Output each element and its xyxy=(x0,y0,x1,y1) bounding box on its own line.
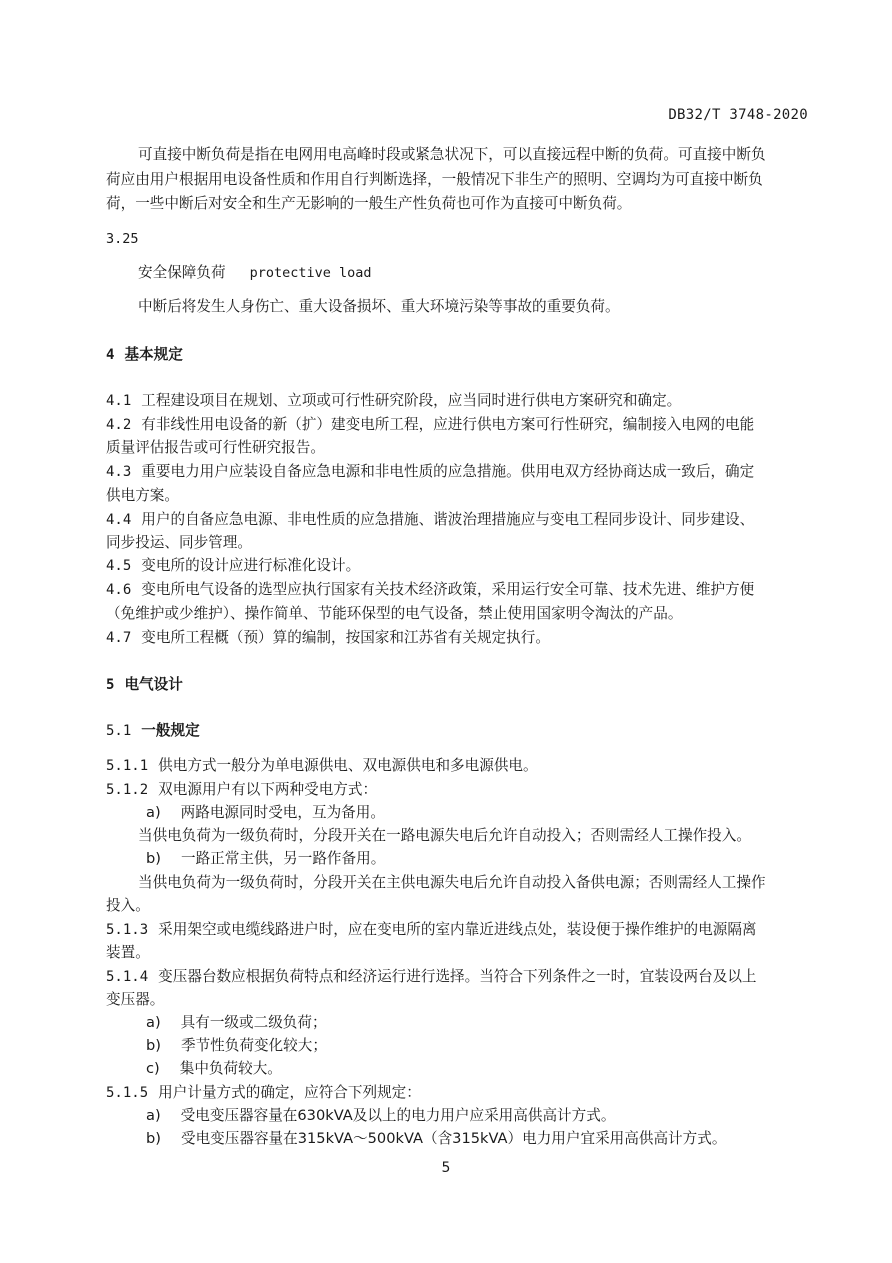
clause-5-1-2: 5.1.2 双电源用户有以下两种受电方式： xyxy=(106,781,378,798)
term-english: protective load xyxy=(249,265,372,281)
clause-5-1-4: 5.1.4 变压器台数应根据负荷特点和经济运行进行选择。当符合下列条件之一时，宜装设两台及以上 xyxy=(106,968,757,985)
term-definition: 中断后将发生人身伤亡、重大设备损坏、重大环境污染等事故的重要负荷。 xyxy=(138,298,620,315)
list-item: c) 集中负荷较大。 xyxy=(146,1060,282,1077)
clause-number: 3.25 xyxy=(106,231,139,247)
clause-line: 变压器。 xyxy=(106,991,165,1008)
clause-line: （免维护或少维护）、操作简单、节能环保型的电气设备，禁止使用国家明令淘汰的产品。 xyxy=(106,605,683,622)
list-note: 投入。 xyxy=(106,897,150,914)
paragraph-line: 荷，一些中断后对安全和生产无影响的一般生产性负荷也可作为直接可中断负荷。 xyxy=(106,195,632,212)
clause-4-4: 4.4 用户的自备应急电源、非电性质的应急措施、谐波治理措施应与变电工程同步设计、同步建设、 xyxy=(106,511,755,528)
list-item: b) 一路正常主供，另一路作备用。 xyxy=(146,850,386,867)
clause-5-1-1: 5.1.1 供电方式一般分为单电源供电、双电源供电和多电源供电。 xyxy=(106,757,538,774)
list-note: 当供电负荷为一级负荷时，分段开关在主供电源失电后允许自动投入备供电源；否则需经人工操作 xyxy=(138,874,766,891)
term-entry xyxy=(138,262,840,284)
clause-4-3: 4.3 重要电力用户应装设自备应急电源和非电性质的应急措施。供用电双方经协商达成一致后，确定 xyxy=(106,463,755,480)
clause-4-7: 4.7 变电所工程概（预）算的编制，按国家和江苏省有关规定执行。 xyxy=(106,629,550,646)
clause-line: 同步投运、同步管理。 xyxy=(106,534,252,551)
clause-4-5: 4.5 变电所的设计应进行标准化设计。 xyxy=(106,557,361,574)
list-item: b) 季节性负荷变化较大； xyxy=(146,1037,327,1054)
clause-4-6: 4.6 变电所电气设备的选型应执行国家有关技术经济政策，采用运行安全可靠、技术先进、维护方便 xyxy=(106,581,755,598)
section-heading: 4 基本规定 xyxy=(106,346,183,363)
list-note: 当供电负荷为一级负荷时，分段开关在一路电源失电后允许自动投入；否则需经人工操作投入。 xyxy=(138,827,751,844)
list-item: a) 具有一级或二级负荷； xyxy=(146,1014,327,1031)
clause-5-1-3: 5.1.3 采用架空或电缆线路进户时，应在变电所的室内靠近进线点处，装设便于操作维护的电源隔离 xyxy=(106,921,757,938)
list-item: a) 两路电源同时受电，互为备用。 xyxy=(146,804,385,821)
paragraph-line: 可直接中断负荷是指在电网用电高峰时段或紧急状况下，可以直接远程中断的负荷。可直接中断负 xyxy=(138,146,766,163)
clause-4-1: 4.1 工程建设项目在规划、立项或可行性研究阶段，应当同时进行供电方案研究和确定。 xyxy=(106,392,682,409)
page-number: 5 xyxy=(441,1160,451,1176)
section-heading: 5 电气设计 xyxy=(106,676,183,693)
clause-line: 质量评估报告或可行性研究报告。 xyxy=(106,439,325,456)
clause-4-2: 4.2 有非线性用电设备的新（扩）建变电所工程，应进行供电方案可行性研究，编制接入电网的电能 xyxy=(106,416,755,433)
document-code: DB32/T 3748-2020 xyxy=(668,107,808,123)
term-chinese: 安全保障负荷 xyxy=(138,264,226,281)
subsection-heading: 5.1 一般规定 xyxy=(106,722,200,739)
paragraph-line: 荷应由用户根据用电设备性质和作用自行判断选择，一般情况下非生产的照明、空调均为可直接中断负 xyxy=(106,171,763,188)
clause-line: 供电方案。 xyxy=(106,487,179,504)
list-item: b) 受电变压器容量在315kVA～500kVA（含315kVA）电力用户宜采用高供高计方式。 xyxy=(146,1130,727,1147)
clause-line: 装置。 xyxy=(106,944,150,961)
list-item: a) 受电变压器容量在630kVA及以上的电力用户应采用高供高计方式。 xyxy=(146,1107,616,1124)
clause-5-1-5: 5.1.5 用户计量方式的确定，应符合下列规定： xyxy=(106,1084,421,1101)
